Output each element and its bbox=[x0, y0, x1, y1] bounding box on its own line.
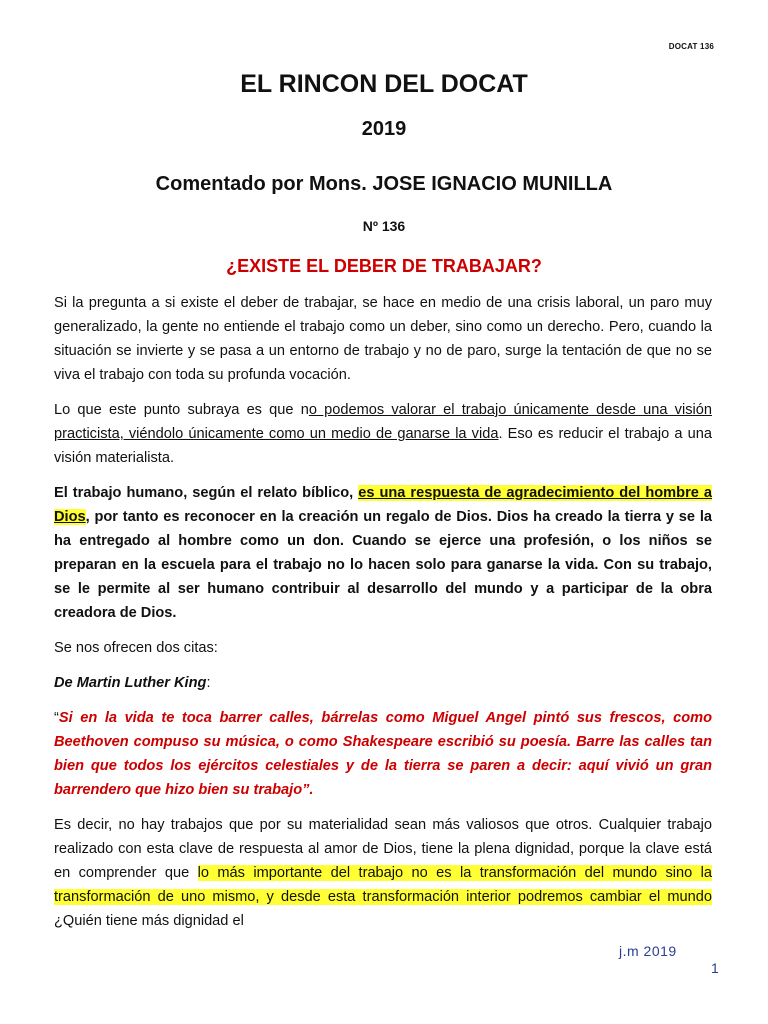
question-heading: ¿EXISTE EL DEBER DE TRABAJAR? bbox=[226, 256, 542, 276]
paragraph-2-end: . Eso es reducir el trabajo a una visión materialista. bbox=[54, 426, 712, 466]
quote-author-colon: : bbox=[206, 675, 211, 691]
underlined-phrase: o podemos valorar el trabajo únicamente desde una visión practicista, viéndolo únicamente como un medio de ganarse la vida bbox=[54, 402, 712, 442]
highlighted-phrase-2: lo más importante del trabajo no es la transformación del mundo sino la transformación de uno mismo, y desde esta transformación interior podremos cambiar el mundo bbox=[54, 865, 712, 905]
highlighted-phrase-1: es una respuesta de agradecimiento del hombre a Dios bbox=[54, 485, 712, 525]
issue-number: Nº 136 bbox=[362, 218, 406, 234]
author-heading: Comentado por Mons. JOSE IGNACIO MUNILLA bbox=[155, 173, 613, 195]
paragraph-2 bbox=[54, 398, 712, 470]
paragraph-6-end: ¿Quién tiene más dignidad el bbox=[54, 913, 244, 929]
doc-code: DOCAT 136 bbox=[668, 42, 714, 51]
paragraph-1: Si la pregunta a si existe el deber de trabajar, se hace en medio de una crisis laboral, un paro muy generalizado, la gente no entiende el trabajo como un deber, sino como un derecho. Pero, cuando la situación se invierte y se pasa a un entorno de trabajo y no de paro, surge la tentación de que no se viva el trabajo con toda su profunda vocación. bbox=[54, 295, 712, 383]
page-title: EL RINCON DEL DOCAT bbox=[240, 70, 528, 98]
paragraph-4: Se nos ofrecen dos citas: bbox=[54, 640, 218, 656]
year-heading: 2019 bbox=[361, 118, 407, 140]
quote-author-name: De Martin Luther King bbox=[54, 675, 207, 691]
paragraph-2-start: Lo que este punto subraya es que n bbox=[54, 402, 309, 418]
quote-author bbox=[54, 671, 712, 695]
page-number: 1 bbox=[711, 960, 719, 976]
quote-block bbox=[54, 706, 712, 802]
paragraph-6 bbox=[54, 813, 712, 933]
paragraph-6-start: Es decir, no hay trabajos que por su materialidad sean más valiosos que otros. Cualquier trabajo realizado con esta clave de respuesta al amor de Dios, tiene la plena dignidad, porque la clave está en comprender que bbox=[54, 817, 712, 881]
paragraph-3-start: El trabajo humano, según el relato bíblico, bbox=[54, 485, 359, 501]
paragraph-3 bbox=[54, 481, 712, 625]
paragraph-3-end: , por tanto es reconocer en la creación un regalo de Dios. Dios ha creado la tierra y se la ha entregado al hombre como un don. Cuando se ejerce una profesión, o los niños se preparan en la escuela para el trabajo no lo hacen solo para ganarse la vida. Con su trabajo, se le permite al ser humano contribuir al desarrollo del mundo y a participar de la obra creadora de Dios. bbox=[54, 509, 712, 621]
document-body bbox=[54, 291, 712, 944]
quote-open-mark: “ bbox=[54, 710, 59, 726]
footer-signature: j.m 2019 bbox=[619, 943, 677, 959]
quote-text: Si en la vida te toca barrer calles, bárrelas como Miguel Angel pintó sus frescos, como Beethoven compuso su música, o como Shakespeare escribió su poesía. Barre las calles tan bien que todos los ejércitos celestiales y de la tierra se paren a decir: aquí vivió un gran barrendero que hizo bien su trabajo”. bbox=[54, 710, 712, 798]
